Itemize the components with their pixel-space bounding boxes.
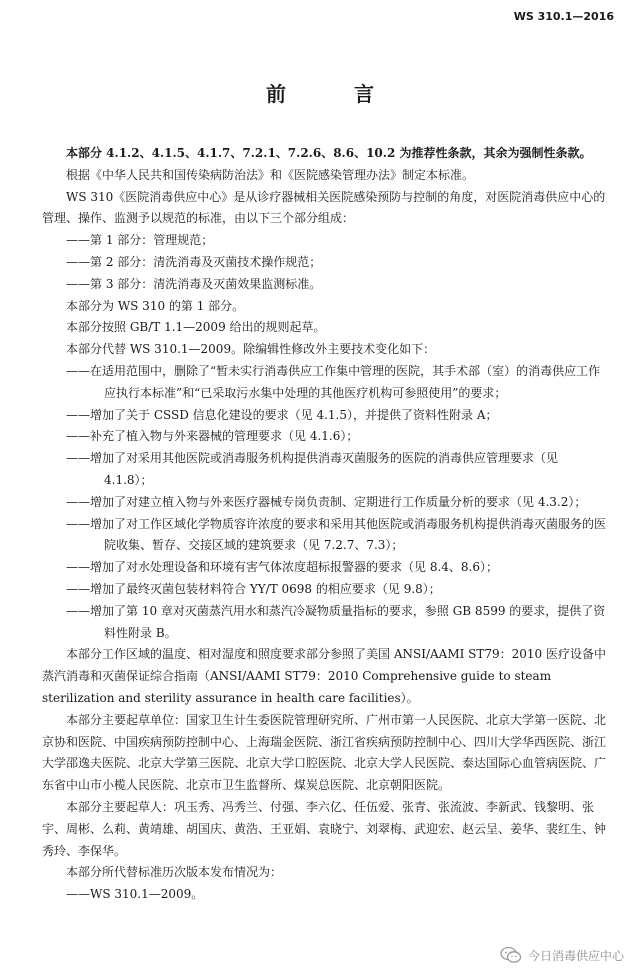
page-title: 前 言 [266, 82, 398, 106]
paragraph-structure: WS 310《医院消毒供应中心》是从诊疗器械相关医院感染预防与控制的角度，对医院消毒供应中心的管理、操作、监测予以规范的标准，由以下三个部分组成： [42, 189, 606, 226]
wechat-icon [500, 946, 522, 964]
paragraph-drafting-units: 本部分主要起草单位：国家卫生计生委医院管理研究所、广州市第一人民医院、北京大学第一医院、北京协和医院、中国疾病预防控制中心、上海瑞金医院、浙江省疾病预防控制中心、四川大学华西医院、浙江大学邵逸夫医院、北京大学第三医院、北京大学口腔医院、北京大学人民医院、泰达国际心血管病医院、广东省中山市小榄人民医院、北京市卫生监督所、煤炭总医院、北京朝阳医院。 [42, 712, 607, 793]
list-item-part2: ——第 2 部分：清洗消毒及灭菌技术操作规范； [66, 254, 322, 269]
change-item-steam-water: ——增加了第 10 章对灭菌蒸汽用水和蒸汽冷凝物质量指标的要求，参照 GB 8599 的要求，提供了资料性附录 B。 [66, 603, 606, 640]
paragraph-replaces: 本部分代替 WS 310.1—2009。除编辑性修改外主要技术变化如下： [66, 342, 436, 357]
change-item-alarms: ——增加了对水处理设备和环境有害气体浓度超标报警器的要求（见 8.4、8.6）； [66, 560, 498, 575]
change-item-outsourcing: ——增加了对采用其他医院或消毒服务机构提供消毒灭菌服务的医院的消毒供应管理要求（见 4.1.8）； [66, 451, 559, 487]
paragraph-reference: 本部分工作区域的温度、相对湿度和照度要求部分参照了美国 ANSI/AAMI ST79：2010 医疗设备中蒸汽消毒和灭菌保证综合指南（ANSI/AAMI ST79：2010 Comprehensive guide to steam sterilization and sterility assurance in health care facilities）。 [42, 647, 607, 705]
change-item-chemicals: ——增加了对工作区域化学物质容许浓度的要求和采用其他医院或消毒服务机构提供消毒灭菌服务的医院收集、暂存、交接区域的建筑要求（见 7.2.7、7.3）； [66, 516, 607, 553]
change-item-packaging: ——增加了最终灭菌包装材料符合 YY/T 0698 的相应要求（见 9.8）； [66, 581, 441, 596]
watermark-text: 今日消毒供应中心 [527, 948, 624, 963]
list-item-part1: ——第 1 部分：管理规范； [66, 233, 214, 248]
paragraph-drafting-rules: 本部分按照 GB/T 1.1—2009 给出的规则起草。 [66, 320, 326, 335]
paragraph-provisions: 本部分 4.1.2、4.1.5、4.1.7、7.2.1、7.2.6、8.6、10.2 为推荐性条款，其余为强制性条款。 [66, 146, 592, 160]
watermark [500, 946, 624, 964]
paragraph-basis: 根据《中华人民共和国传染病防治法》和《医院感染管理办法》制定本标准。 [66, 167, 475, 182]
paragraph-drafters: 本部分主要起草人：巩玉秀、冯秀兰、付强、李六亿、任伍爱、张青、张流波、李新武、钱黎明、张宇、周彬、么莉、黄靖雄、胡国庆、黄浩、王亚娟、袁晓宁、刘翠梅、武迎宏、赵云呈、姜华、裴红生、钟秀玲、李保华。 [42, 799, 607, 858]
history-item: ——WS 310.1—2009。 [66, 887, 204, 902]
list-item-part3: ——第 3 部分：清洗消毒及灭菌效果监测标准。 [66, 276, 322, 291]
paragraph-history: 本部分所代替标准历次版本发布情况为： [66, 865, 283, 880]
change-item-responsibility: ——增加了对建立植入物与外来医疗器械专岗负责制、定期进行工作质量分析的要求（见 4.3.2）； [66, 494, 587, 509]
foreword-body [42, 143, 610, 906]
change-item-cssd: ——增加了关于 CSSD 信息化建设的要求（见 4.1.5），并提供了资料性附录 A； [66, 407, 498, 422]
change-item-implants: ——补充了植入物与外来器械的管理要求（见 4.1.6）； [66, 429, 359, 444]
change-item-scope: ——在适用范围中，删除了“暂未实行消毒供应工作集中管理的医院，其手术部（室）的消毒供应工作应执行本标准”和“已采取污水集中处理的其他医疗机构可参照使用”的要求； [66, 363, 601, 400]
paragraph-part-of: 本部分为 WS 310 的第 1 部分。 [66, 298, 245, 313]
standard-code: WS 310.1—2016 [513, 10, 614, 23]
